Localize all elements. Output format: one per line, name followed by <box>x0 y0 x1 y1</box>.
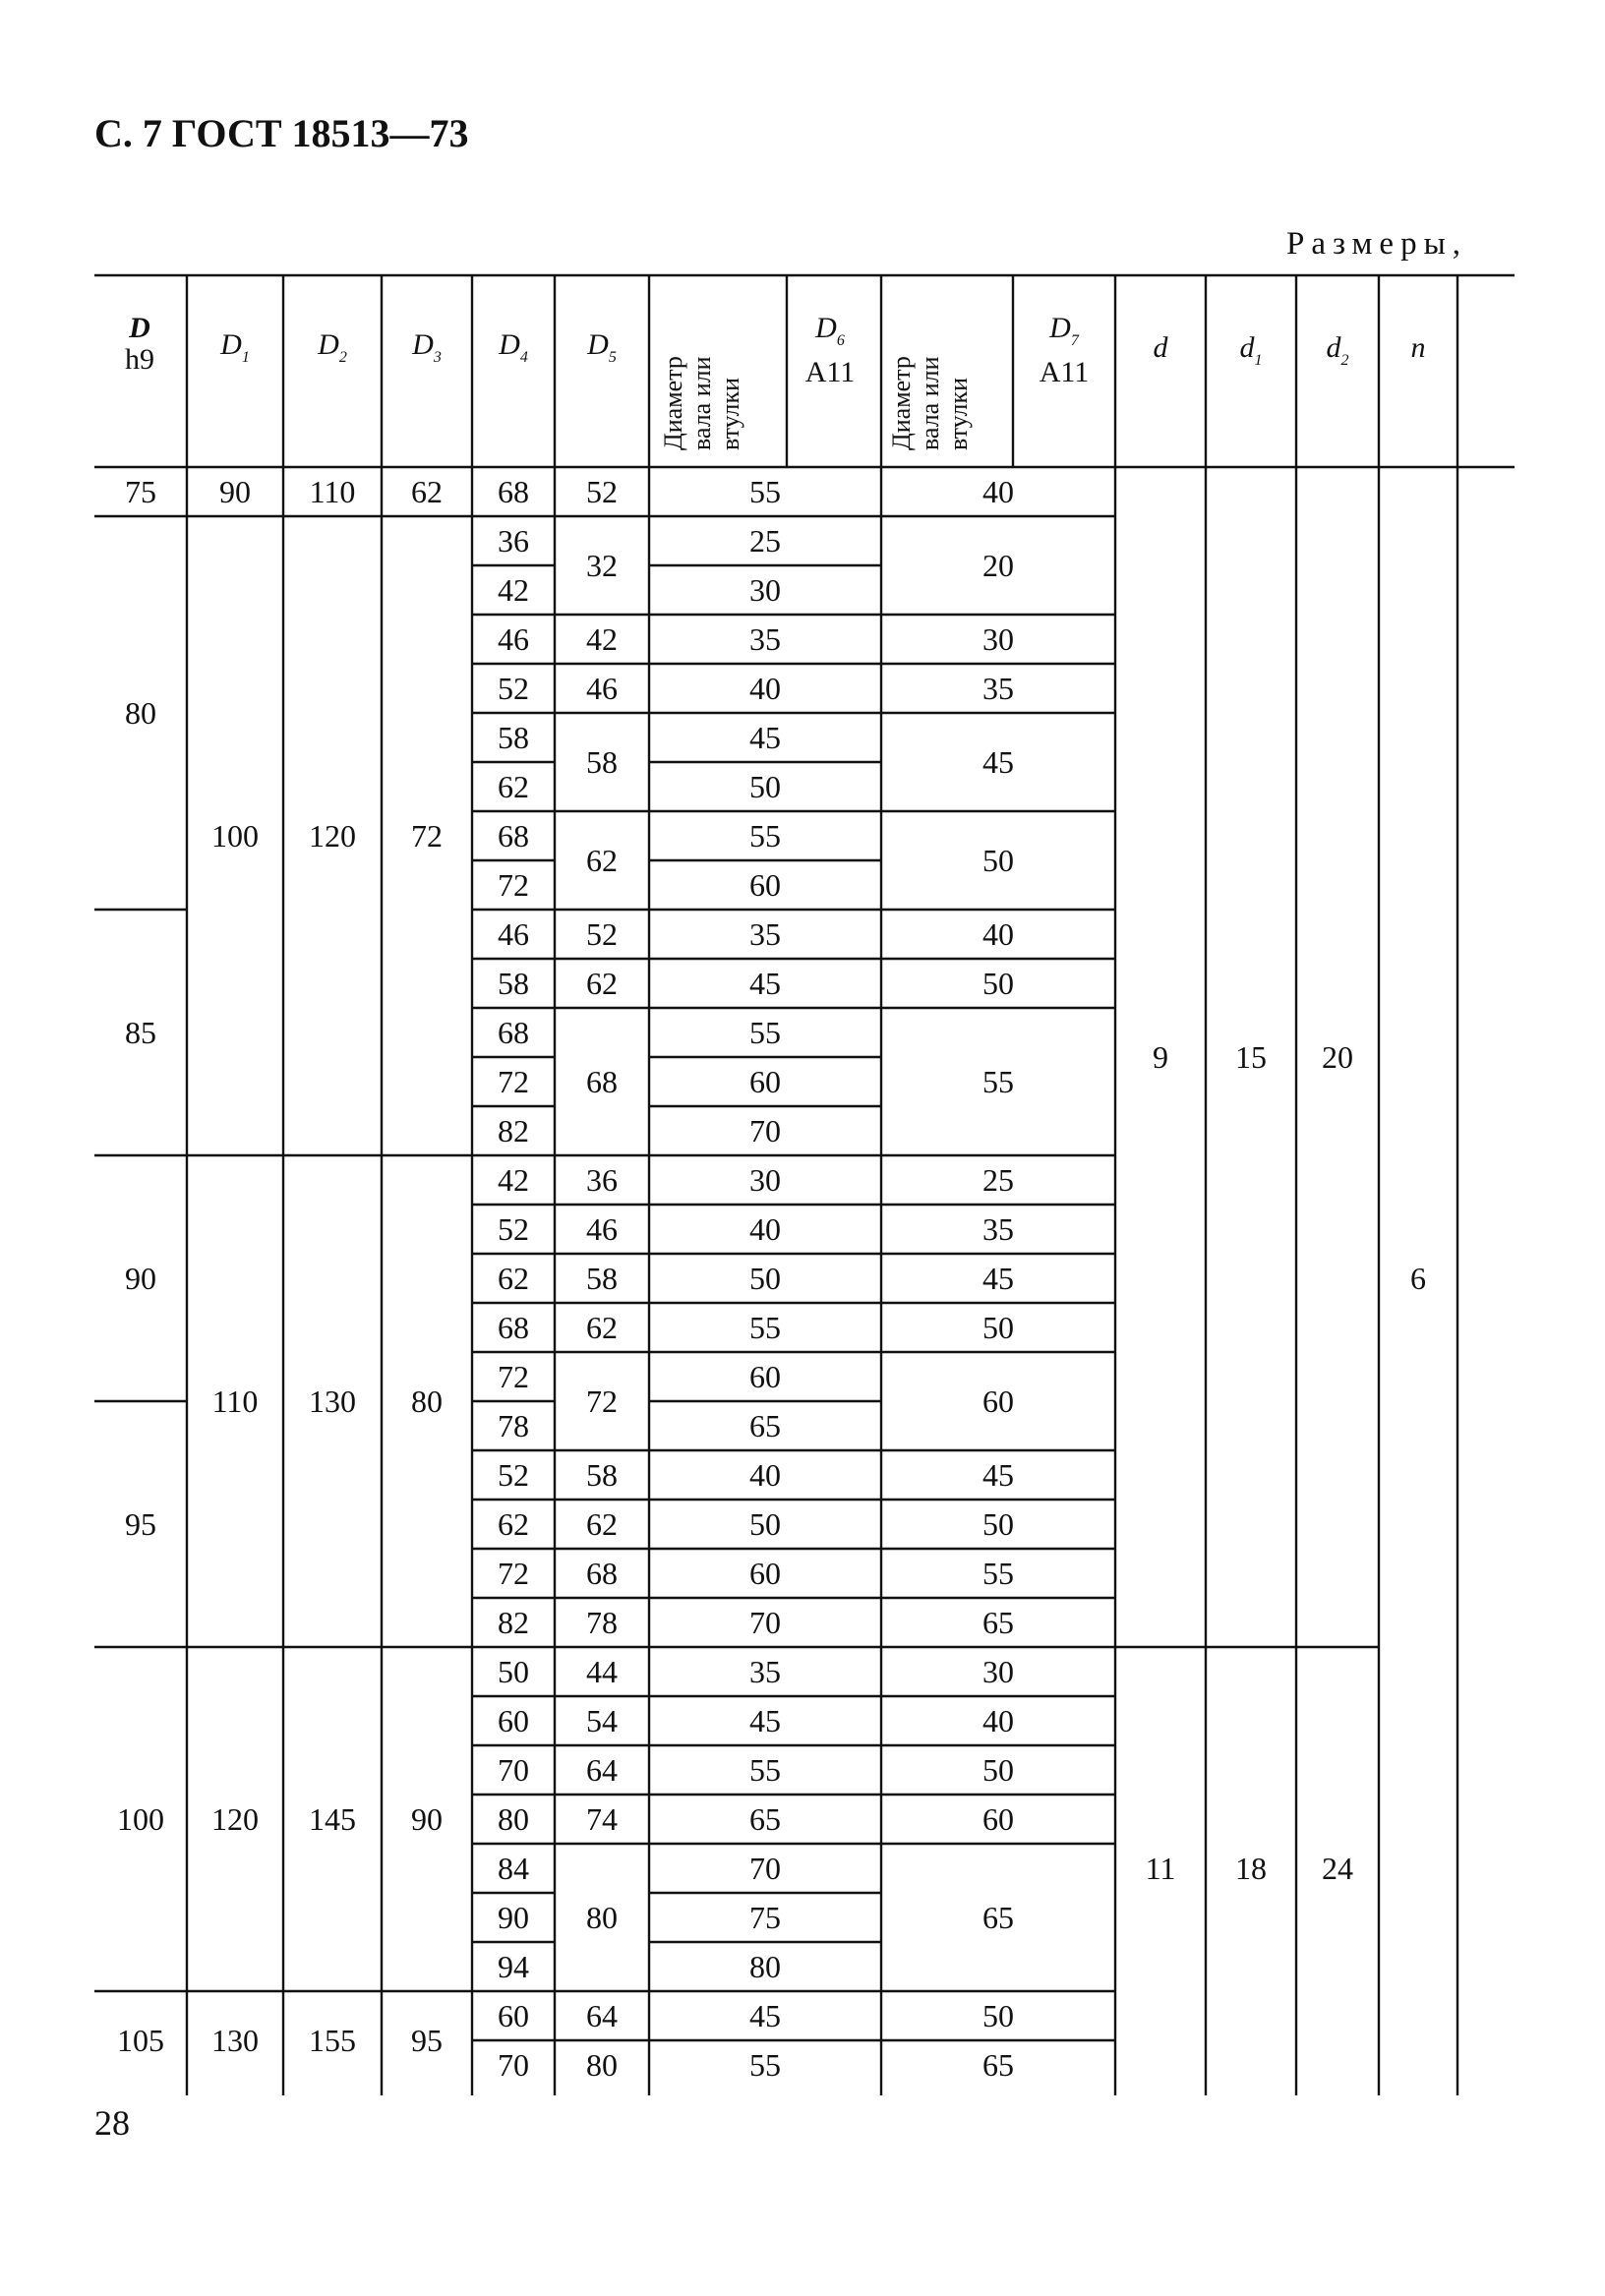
header-D: D h9 <box>125 312 154 376</box>
cell-d4: 52 <box>498 1456 529 1493</box>
cell-dia2: 40 <box>982 1702 1014 1738</box>
cell-dia2: 20 <box>982 547 1014 583</box>
cell-dia1: 35 <box>749 1653 781 1689</box>
cell-d4: 46 <box>498 620 529 657</box>
cell-d4: 72 <box>498 1358 529 1394</box>
cell-d5: 58 <box>586 743 618 780</box>
cell-d4: 42 <box>498 571 529 608</box>
cell-d5: 62 <box>586 1505 618 1542</box>
cell-dia1: 55 <box>749 473 781 509</box>
cell-d5: 46 <box>586 1210 618 1247</box>
cell-d5: 62 <box>586 842 618 878</box>
cell-dia2: 35 <box>982 670 1014 706</box>
cell-dia1: 35 <box>749 620 781 657</box>
cell-dia1: 55 <box>749 1309 781 1345</box>
cell-dia1: 75 <box>749 1899 781 1935</box>
cell-dia1: 60 <box>749 866 781 903</box>
cell-d4: 52 <box>498 670 529 706</box>
cell-dia1: 60 <box>749 1358 781 1394</box>
cell-d: 85 <box>125 1014 156 1050</box>
cell-d: 105 <box>117 2022 164 2058</box>
cell-dia2: 50 <box>982 1751 1014 1788</box>
cell-dia1: 45 <box>749 719 781 755</box>
cell-dia2: 50 <box>982 965 1014 1001</box>
cell-dia2: 50 <box>982 1309 1014 1345</box>
cell-dia1: 80 <box>749 1948 781 1984</box>
cell-dia1: 50 <box>749 768 781 804</box>
header-D1: $D_1$ <box>220 328 250 366</box>
header-d1-sub: 1 <box>1254 352 1263 369</box>
header-D2-sub: 2 <box>338 349 347 366</box>
cell-d1: 100 <box>211 817 259 854</box>
cell-d2: 24 <box>1322 1850 1353 1886</box>
cell-dia2: 55 <box>982 1555 1014 1591</box>
cell-d4: 68 <box>498 817 529 854</box>
cell-d2: 20 <box>1322 1038 1353 1075</box>
cell-dia2: 45 <box>982 1456 1014 1493</box>
cell-d5: 58 <box>586 1260 618 1296</box>
header-D7-sub: 7 <box>1070 332 1079 349</box>
cell-d5: 46 <box>586 670 618 706</box>
cell-d5: 52 <box>586 473 618 509</box>
cell-d1: 18 <box>1235 1850 1267 1886</box>
cell-d4: 68 <box>498 1309 529 1345</box>
cell-dia1: 55 <box>749 1014 781 1050</box>
cell-d1: 15 <box>1235 1038 1267 1075</box>
header-shaft-diameter-1: Диаметр вала или втулки <box>659 356 744 450</box>
cell-d5: 78 <box>586 1604 618 1640</box>
header-n: n <box>1410 331 1426 364</box>
cell-d2: 145 <box>309 1800 356 1837</box>
cell-dia1: 30 <box>749 571 781 608</box>
header-D4-sub: 4 <box>519 349 528 366</box>
header-D1-sub: 1 <box>241 349 250 366</box>
cell-d4: 60 <box>498 1702 529 1738</box>
cell-d5: 64 <box>586 1751 618 1788</box>
cell-d4: 36 <box>498 522 529 559</box>
cell-d: 100 <box>117 1800 164 1837</box>
cell-d: 75 <box>125 473 156 509</box>
cell-d5: 62 <box>586 1309 618 1345</box>
cell-dia1: 45 <box>749 1702 781 1738</box>
cell-dia2: 60 <box>982 1383 1014 1419</box>
page-header: С. 7 ГОСТ 18513—73 <box>94 111 469 155</box>
page-number: 28 <box>94 2103 130 2143</box>
cell-d2: 155 <box>309 2022 356 2058</box>
cell-d5: 52 <box>586 915 618 952</box>
cell-dia1: 70 <box>749 1604 781 1640</box>
header-D3: $D_3$ <box>412 328 442 366</box>
cell-dia1: 65 <box>749 1407 781 1443</box>
cell-d4: 80 <box>498 1800 529 1837</box>
cell-d4: 82 <box>498 1604 529 1640</box>
header-d: d <box>1153 331 1168 364</box>
cell-d4: 94 <box>498 1948 529 1984</box>
cell-dia1: 65 <box>749 1800 781 1837</box>
cell-d5: 72 <box>586 1383 618 1419</box>
cell-d2: 130 <box>309 1383 356 1419</box>
cell-d4: 82 <box>498 1112 529 1148</box>
cell-d1: 120 <box>211 1800 259 1837</box>
cell-d4: 68 <box>498 1014 529 1050</box>
cell-dia1: 60 <box>749 1555 781 1591</box>
cell-dia1: 35 <box>749 915 781 952</box>
cell-dia1: 45 <box>749 965 781 1001</box>
cell-d1: 90 <box>219 473 251 509</box>
header-D6-tolerance: A11 <box>804 356 856 388</box>
header-d2-sub: 2 <box>1340 352 1349 369</box>
cell-d5: 62 <box>586 965 618 1001</box>
cell-d4: 84 <box>498 1850 529 1886</box>
cell-d5: 44 <box>586 1653 618 1689</box>
cell-d4: 72 <box>498 1063 529 1099</box>
cell-d: 95 <box>125 1505 156 1542</box>
cell-d5: 80 <box>586 1899 618 1935</box>
header-d2: $d_2$ <box>1326 331 1349 369</box>
cell-d4: 50 <box>498 1653 529 1689</box>
cell-dia1: 55 <box>749 2046 781 2083</box>
cell-d5: 64 <box>586 1997 618 2033</box>
cell-d3: 72 <box>411 817 443 854</box>
header-D-tolerance: h9 <box>125 343 154 376</box>
cell-d4: 60 <box>498 1997 529 2033</box>
cell-d4: 68 <box>498 473 529 509</box>
cell-dia1: 30 <box>749 1161 781 1198</box>
cell-dia2: 30 <box>982 1653 1014 1689</box>
cell-dia2: 45 <box>982 743 1014 780</box>
cell-d5: 68 <box>586 1063 618 1099</box>
cell-dia2: 40 <box>982 473 1014 509</box>
cell-dia1: 55 <box>749 817 781 854</box>
cell-dia1: 40 <box>749 1456 781 1493</box>
cell-dia1: 50 <box>749 1260 781 1296</box>
cell-dia1: 60 <box>749 1063 781 1099</box>
cell-d5: 54 <box>586 1702 618 1738</box>
cell-d4: 62 <box>498 1260 529 1296</box>
cell-dia1: 40 <box>749 1210 781 1247</box>
cell-dia2: 65 <box>982 2046 1014 2083</box>
cell-dia2: 50 <box>982 1997 1014 2033</box>
cell-d4: 52 <box>498 1210 529 1247</box>
cell-d: 90 <box>125 1260 156 1296</box>
cell-d: 9 <box>1153 1038 1168 1075</box>
cell-d: 11 <box>1145 1850 1176 1886</box>
cell-d4: 90 <box>498 1899 529 1935</box>
cell-dia2: 65 <box>982 1899 1014 1935</box>
header-shaft-diameter-2: Диаметр вала или втулки <box>887 356 973 450</box>
cell-dia1: 70 <box>749 1112 781 1148</box>
cell-d3: 80 <box>411 1383 443 1419</box>
cell-dia1: 50 <box>749 1505 781 1542</box>
cell-d4: 78 <box>498 1407 529 1443</box>
cell-d5: 36 <box>586 1161 618 1198</box>
cell-dia2: 55 <box>982 1063 1014 1099</box>
cell-dia2: 45 <box>982 1260 1014 1296</box>
cell-d1: 110 <box>211 1383 259 1419</box>
cell-d4: 70 <box>498 2046 529 2083</box>
cell-d4: 62 <box>498 1505 529 1542</box>
header-D7-tolerance: A11 <box>1039 356 1090 388</box>
units-note: Размеры, <box>1285 226 1467 262</box>
cell-dia1: 55 <box>749 1751 781 1788</box>
cell-d4: 72 <box>498 1555 529 1591</box>
header-D5: $D_5$ <box>587 328 617 366</box>
header-D2: $D_2$ <box>318 328 347 366</box>
cell-d5: 32 <box>586 547 618 583</box>
cell-dia2: 25 <box>982 1161 1014 1198</box>
cell-dia2: 35 <box>982 1210 1014 1247</box>
cell-d5: 80 <box>586 2046 618 2083</box>
cell-d4: 58 <box>498 965 529 1001</box>
cell-d2: 120 <box>309 817 356 854</box>
cell-d5: 42 <box>586 620 618 657</box>
cell-d4: 72 <box>498 866 529 903</box>
header-D6-sub: 6 <box>836 332 845 349</box>
header-D7: $D_7$ A11 <box>1039 312 1090 388</box>
cell-dia2: 40 <box>982 915 1014 952</box>
cell-dia1: 25 <box>749 522 781 559</box>
cell-d3: 95 <box>411 2022 443 2058</box>
cell-d: 80 <box>125 694 156 731</box>
cell-d4: 58 <box>498 719 529 755</box>
cell-d1: 130 <box>211 2022 259 2058</box>
cell-dia1: 45 <box>749 1997 781 2033</box>
cell-dia2: 60 <box>982 1800 1014 1837</box>
cell-d4: 46 <box>498 915 529 952</box>
cell-d4: 62 <box>498 768 529 804</box>
header-D3-sub: 3 <box>433 349 442 366</box>
cell-d5: 58 <box>586 1456 618 1493</box>
cell-d2: 110 <box>309 473 356 509</box>
cell-d5: 74 <box>586 1800 618 1837</box>
cell-dia2: 30 <box>982 620 1014 657</box>
cell-d4: 42 <box>498 1161 529 1198</box>
cell-d4: 70 <box>498 1751 529 1788</box>
cell-n: 6 <box>1410 1260 1426 1296</box>
cell-dia2: 50 <box>982 842 1014 878</box>
cell-d5: 68 <box>586 1555 618 1591</box>
cell-d3: 90 <box>411 1800 443 1837</box>
cell-d3: 62 <box>411 473 443 509</box>
header-D5-sub: 5 <box>608 349 617 366</box>
header-D6: $D_6$ A11 <box>804 312 856 388</box>
header-d1: $d_1$ <box>1239 331 1263 369</box>
header-D4: $D_4$ <box>499 328 528 366</box>
cell-dia2: 50 <box>982 1505 1014 1542</box>
cell-dia1: 40 <box>749 670 781 706</box>
cell-dia1: 70 <box>749 1850 781 1886</box>
cell-dia2: 65 <box>982 1604 1014 1640</box>
